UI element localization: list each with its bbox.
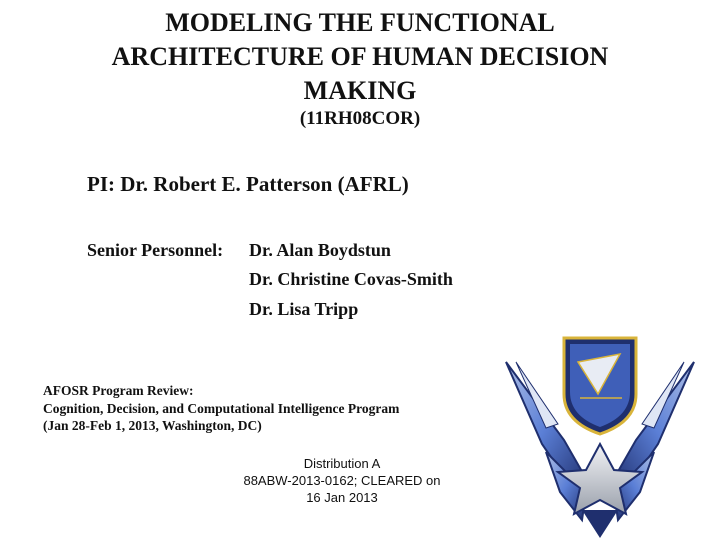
air-force-research-laboratory-emblem-icon: [502, 332, 698, 540]
senior-personnel-label: Senior Personnel:: [87, 240, 224, 260]
shield: [564, 338, 636, 434]
distribution-line-3: 16 Jan 2013: [306, 490, 378, 505]
project-code: (11RH08COR): [299, 108, 421, 129]
distribution-line-2: 88ABW-2013-0162; CLEARED on: [243, 473, 441, 488]
review-line-2: Cognition, Decision, and Computational Intelligence Program: [43, 400, 400, 416]
review-line-1: AFOSR Program Review:: [43, 383, 194, 398]
principal-investigator: PI: Dr. Robert E. Patterson (AFRL): [87, 172, 409, 196]
senior-person-3: Dr. Lisa Tripp: [249, 299, 359, 319]
senior-person-2: Dr. Christine Covas-Smith: [249, 269, 453, 289]
program-review-info: [43, 382, 399, 435]
title-line-3: MAKING: [303, 76, 417, 105]
title-line-2: ARCHITECTURE OF HUMAN DECISION: [111, 42, 609, 71]
slide-title: [40, 6, 680, 108]
title-line-1: MODELING THE FUNCTIONAL: [165, 8, 555, 37]
distribution-line-1: Distribution A: [303, 456, 381, 471]
distribution-statement: [222, 455, 462, 506]
senior-person-1: Dr. Alan Boydstun: [249, 240, 391, 260]
review-line-3: (Jan 28-Feb 1, 2013, Washington, DC): [43, 418, 262, 433]
